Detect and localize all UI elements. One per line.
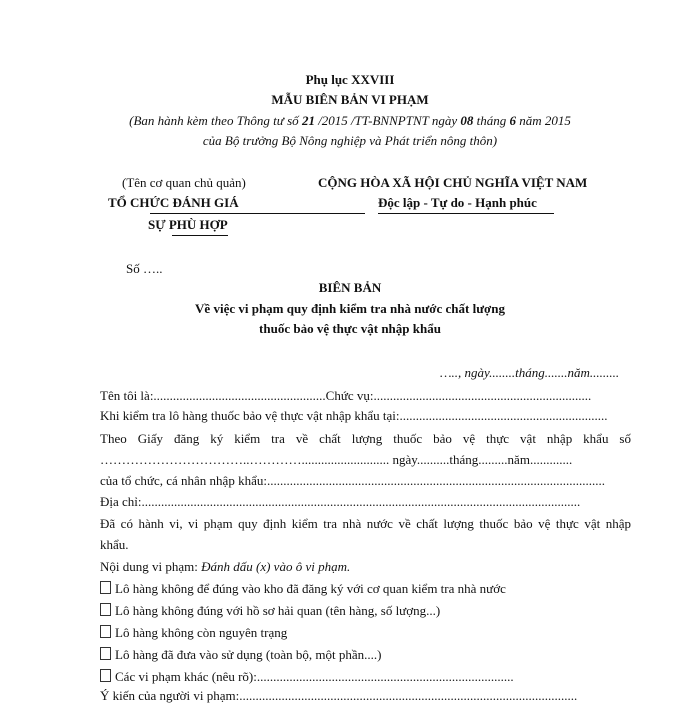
left-divider	[150, 213, 365, 214]
registration-line: Theo Giấy đăng ký kiểm tra về chất lượng thuốc bảo vệ thực vật nhập khẩu số	[100, 431, 631, 446]
checkbox[interactable]	[100, 625, 111, 638]
violator-opinion-line: Ý kiến của người vi phạm:........................................................................................................	[100, 688, 578, 703]
registration-number-line: ……………………………..…………........................... ngày..........tháng.........năm.............	[100, 452, 573, 467]
violation-option-label: Lô hàng đã đưa vào sử dụng (toàn bộ, một phần....)	[115, 647, 382, 662]
form-title: MẪU BIÊN BẢN VI PHẠM	[271, 92, 429, 107]
content-hint: Đánh dấu (x) vào ô vi phạm.	[201, 559, 351, 574]
violation-option-label: Các vi phạm khác (nêu rõ):...............................................................................	[115, 669, 514, 684]
address-line: Địa chỉ:.......................................................................................................................................	[100, 494, 581, 509]
country-name: CỘNG HÒA XÃ HỘI CHỦ NGHĨA VIỆT NAM	[318, 175, 588, 190]
violation-option[interactable]	[100, 579, 631, 598]
issued-day: 08	[460, 113, 474, 128]
violation-option-label: Lô hàng không còn nguyên trạng	[115, 625, 288, 640]
checkbox[interactable]	[100, 581, 111, 594]
violation-option-label: Lô hàng không đúng với hồ sơ hải quan (tên hàng, số lượng...)	[115, 603, 441, 618]
violation-content-label	[100, 557, 631, 576]
inspector-line: Tên tôi là:.....................................................Chức vụ:...................................................................	[100, 388, 592, 403]
violation-option[interactable]	[100, 601, 631, 620]
violation-option-label: Lô hàng không để đúng vào kho đã đăng ký với cơ quan kiểm tra nhà nước	[115, 581, 506, 596]
violation-option[interactable]	[100, 667, 631, 686]
issued-mid1: /2015 /TT-BNNPTNT ngày	[314, 113, 461, 128]
org-name-line-1: TỔ CHỨC ĐÁNH GIÁ	[108, 195, 239, 210]
violation-statement: Đã có hành vi, vi phạm quy định kiểm tra nhà nước về chất lượng thuốc bảo vệ thực vật nhập	[100, 516, 631, 531]
issued-line-1	[0, 113, 700, 129]
doc-title: BIÊN BẢN	[318, 280, 382, 295]
checkbox[interactable]	[100, 603, 111, 616]
issued-pre: (Ban hành kèm theo Thông tư số	[129, 113, 302, 128]
doc-subtitle-1: Về việc vi phạm quy định kiểm tra nhà nước chất lượng	[195, 301, 505, 316]
motto-underline	[378, 213, 554, 214]
issued-line-2: của Bộ trưởng Bộ Nông nghiệp và Phát triển nông thôn)	[202, 133, 498, 148]
appendix-label: Phụ lục XXVIII	[305, 72, 395, 87]
violation-statement-end: khẩu.	[100, 537, 129, 552]
national-motto: Độc lập - Tự do - Hạnh phúc	[378, 195, 537, 210]
doc-subtitle-2: thuốc bảo vệ thực vật nhập khẩu	[259, 321, 441, 336]
org-name-line-2: SỰ PHÙ HỢP	[148, 217, 228, 232]
document-number: Số …..	[126, 261, 163, 276]
circular-number: 21	[301, 113, 315, 128]
inspection-location-line: Khi kiểm tra lô hàng thuốc bảo vệ thực vật nhập khẩu tại:................................................................	[100, 408, 608, 423]
agency-label: (Tên cơ quan chủ quản)	[122, 175, 246, 190]
issued-mid2: tháng	[473, 113, 510, 128]
importer-line: của tổ chức, cá nhân nhập khẩu:........................................................................................................	[100, 473, 605, 488]
org-underline	[172, 235, 228, 236]
checkbox[interactable]	[100, 669, 111, 682]
violation-option[interactable]	[100, 623, 631, 642]
checkbox[interactable]	[100, 647, 111, 660]
violation-option[interactable]	[100, 645, 631, 664]
issued-post: năm 2015	[516, 113, 571, 128]
content-label: Nội dung vi phạm:	[100, 559, 202, 574]
date-line: ….., ngày........tháng.......năm.........	[440, 365, 620, 380]
issued-month: 6	[509, 113, 516, 128]
